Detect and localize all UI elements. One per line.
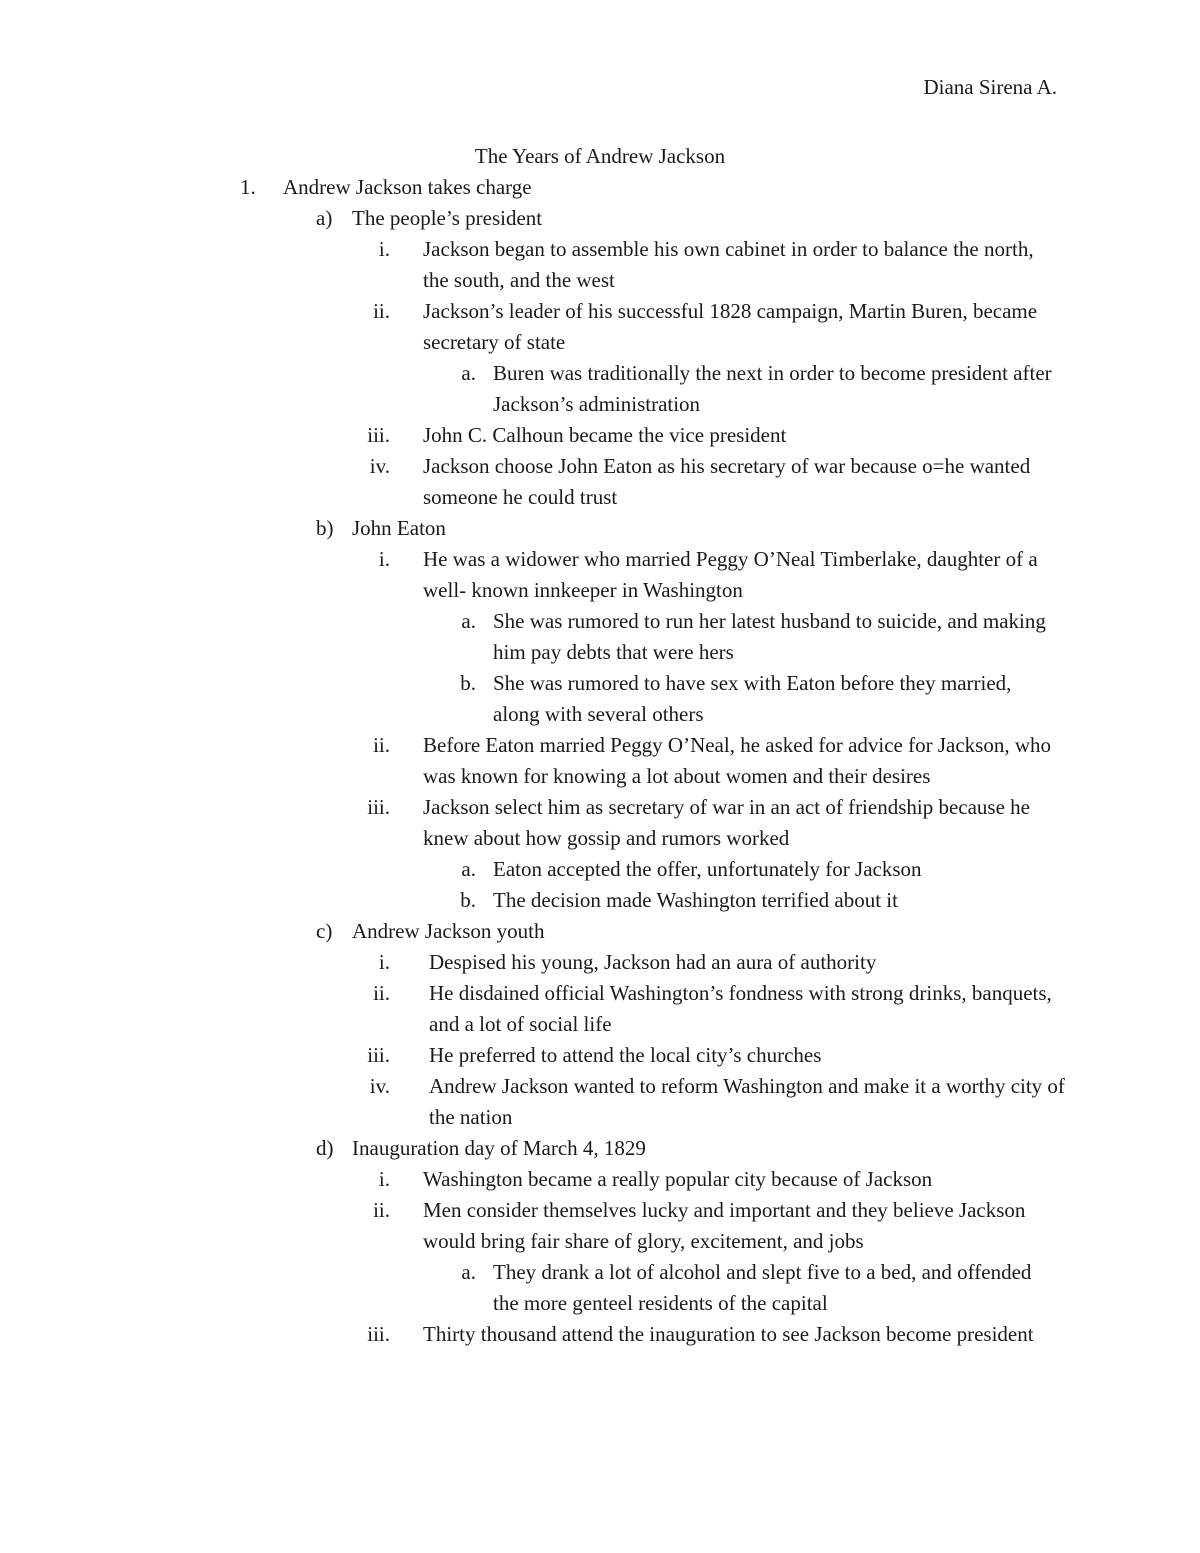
outline-text: She was rumored to run her latest husband to suicide, and making him pay debts that were hers xyxy=(493,609,1046,664)
outline-marker: a. xyxy=(461,1260,476,1284)
outline-marker: a. xyxy=(461,361,476,385)
outline-text: Jackson began to assemble his own cabinet in order to balance the north, the south, and the west xyxy=(423,237,1034,292)
author-name: Diana Sirena A. xyxy=(923,75,1057,99)
outline-item-level-2 xyxy=(0,513,1200,544)
outline-text: The people’s president xyxy=(352,206,543,230)
document-title: The Years of Andrew Jackson xyxy=(474,144,726,168)
outline-text: Jackson select him as secretary of war in an act of friendship because he knew about how gossip and rumors worked xyxy=(423,795,1031,850)
outline-text: The decision made Washington terrified about it xyxy=(493,888,898,912)
outline-marker: i. xyxy=(378,547,390,571)
outline-item-level-3 xyxy=(0,792,1200,854)
outline-text: Jackson’s leader of his successful 1828 campaign, Martin Buren, became secretary of state xyxy=(423,299,1038,354)
outline-text: John Eaton xyxy=(352,516,446,540)
outline-marker: b. xyxy=(460,888,476,912)
outline-text: He preferred to attend the local city’s churches xyxy=(429,1043,822,1067)
outline-text: She was rumored to have sex with Eaton before they married, along with several others xyxy=(493,671,1012,726)
outline-text: Andrew Jackson wanted to reform Washington and make it a worthy city of the nation xyxy=(429,1074,1065,1129)
outline-marker: iii. xyxy=(367,1043,390,1067)
outline-text: He disdained official Washington’s fondness with strong drinks, banquets, and a lot of social life xyxy=(429,981,1052,1036)
outline-marker: iii. xyxy=(367,1322,390,1346)
outline-marker: i. xyxy=(378,950,390,974)
outline-text: Before Eaton married Peggy O’Neal, he asked for advice for Jackson, who was known for knowing a lot about women and their desires xyxy=(423,733,1052,788)
outline-marker: iii. xyxy=(367,795,390,819)
outline-text: Andrew Jackson youth xyxy=(352,919,545,943)
outline-marker: b) xyxy=(316,516,334,540)
outline-item-level-1 xyxy=(0,172,1200,203)
outline-text: He was a widower who married Peggy O’Neal Timberlake, daughter of a well- known innkeeper in Washington xyxy=(423,547,1038,602)
outline-text: Washington became a really popular city because of Jackson xyxy=(423,1167,933,1191)
outline-marker: a) xyxy=(316,206,333,230)
outline-item-level-4 xyxy=(0,1257,1200,1319)
outline-item-level-3 xyxy=(0,420,1200,451)
outline-marker: iv. xyxy=(369,1074,390,1098)
outline-marker: ii. xyxy=(373,1198,390,1222)
outline-text: Andrew Jackson takes charge xyxy=(283,175,532,199)
outline-item-level-3 xyxy=(0,1319,1200,1350)
outline-text: Despised his young, Jackson had an aura of authority xyxy=(429,950,877,974)
outline-text: Eaton accepted the offer, unfortunately for Jackson xyxy=(493,857,922,881)
outline-item-level-3 xyxy=(0,1071,1200,1133)
outline-text: Jackson choose John Eaton as his secretary of war because o=he wanted someone he could trust xyxy=(423,454,1031,509)
outline-item-level-4 xyxy=(0,358,1200,420)
outline-item-level-3 xyxy=(0,1164,1200,1195)
outline-marker: ii. xyxy=(373,981,390,1005)
outline-item-level-3 xyxy=(0,451,1200,513)
outline-marker: b. xyxy=(460,671,476,695)
outline-marker: a. xyxy=(461,857,476,881)
outline-item-level-4 xyxy=(0,854,1200,885)
outline-item-level-3 xyxy=(0,234,1200,296)
outline-marker: i. xyxy=(378,237,390,261)
outline-item-level-4 xyxy=(0,668,1200,730)
outline-item-level-3 xyxy=(0,1195,1200,1257)
outline-text: Thirty thousand attend the inauguration to see Jackson become president xyxy=(423,1322,1034,1346)
outline-item-level-2 xyxy=(0,203,1200,234)
outline-marker: d) xyxy=(316,1136,334,1160)
outline-item-level-4 xyxy=(0,606,1200,668)
outline-item-level-3 xyxy=(0,296,1200,358)
outline-text: They drank a lot of alcohol and slept five to a bed, and offended the more genteel residents of the capital xyxy=(493,1260,1032,1315)
outline-item-level-3 xyxy=(0,730,1200,792)
outline-text: Buren was traditionally the next in order to become president after Jackson’s administration xyxy=(493,361,1052,416)
outline-text: Men consider themselves lucky and important and they believe Jackson would bring fair share of glory, excitement, and jobs xyxy=(423,1198,1026,1253)
outline-marker: iv. xyxy=(369,454,390,478)
outline-item-level-3 xyxy=(0,978,1200,1040)
outline-text: John C. Calhoun became the vice president xyxy=(423,423,787,447)
outline-item-level-2 xyxy=(0,916,1200,947)
outline-marker: iii. xyxy=(367,423,390,447)
outline-marker: c) xyxy=(316,919,333,943)
outline-marker: a. xyxy=(461,609,476,633)
outline-marker: i. xyxy=(378,1167,390,1191)
outline-marker: ii. xyxy=(373,733,390,757)
outline-item-level-2 xyxy=(0,1133,1200,1164)
outline-item-level-3 xyxy=(0,544,1200,606)
outline-item-level-3 xyxy=(0,1040,1200,1071)
outline-item-level-3 xyxy=(0,947,1200,978)
outline-list xyxy=(0,172,1200,1350)
outline-marker: 1. xyxy=(240,175,256,199)
outline-text: Inauguration day of March 4, 1829 xyxy=(352,1136,646,1160)
outline-item-level-4 xyxy=(0,885,1200,916)
outline-marker: ii. xyxy=(373,299,390,323)
